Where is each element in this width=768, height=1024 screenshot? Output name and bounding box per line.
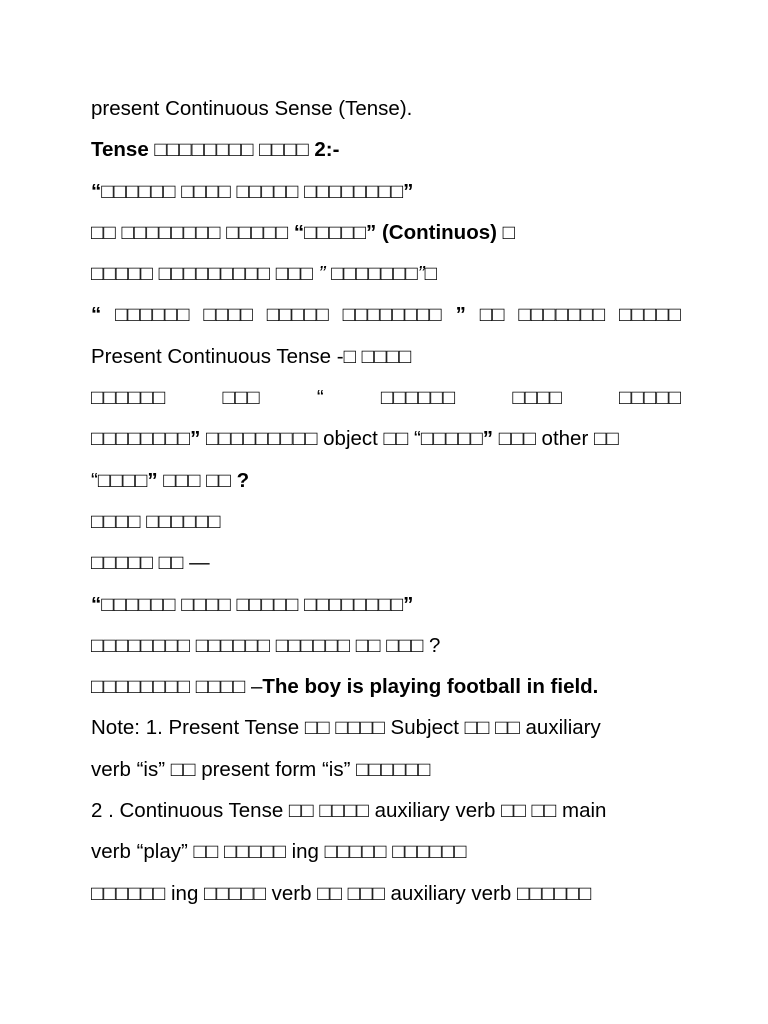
text-run: □□□□□□□□: [91, 427, 191, 451]
text-run: □□□□□□: [115, 303, 190, 327]
text-run: 2 . Continuous Tense □□ □□□□ auxiliary verb □□ □□ main: [91, 799, 607, 823]
text-run: ”: [403, 592, 414, 616]
text-run: ”: [455, 303, 466, 327]
text-run: □□□□□: [420, 427, 483, 451]
text-run: □□□□: [512, 386, 562, 410]
text-run: □□□□□: [266, 303, 329, 327]
text-line: [91, 418, 681, 459]
text-line: [91, 294, 681, 335]
text-run: □□□□□□□□□ object □□ “: [206, 427, 421, 451]
text-run: □□□□□ □□□□□□□□□ □□□ ” □□□□□□□”□: [91, 262, 437, 286]
text-run: □□□□: [203, 303, 253, 327]
text-run: “: [91, 303, 102, 327]
text-run: □□□□□: [619, 303, 681, 327]
text-line: [91, 790, 681, 831]
text-run: □□□□□□□□ □□□□: [154, 138, 315, 162]
text-line: [91, 666, 681, 707]
text-run: □□□□□: [619, 386, 681, 410]
text-run: □□ □□□□□□□□ □□□□□: [91, 220, 294, 244]
text-line: [91, 542, 681, 583]
text-run: □□□□□□□□ □□□□ –: [91, 675, 263, 699]
text-run: “: [293, 220, 305, 244]
text-line: [91, 460, 681, 501]
text-line: [91, 625, 681, 666]
text-run: ”: [403, 179, 414, 203]
text-line: [91, 129, 681, 170]
text-run: verb “play” □□ □□□□□ ing □□□□□ □□□□□□: [91, 840, 467, 864]
text-run: □□□□□□□□ □□□□□□ □□□□□□ □□ □□□ ?: [91, 633, 441, 657]
text-run: □□□□ □□□□□□: [91, 509, 221, 533]
text-line: [91, 749, 681, 790]
text-run: □□□□□□: [91, 386, 166, 410]
text-run: verb “is” □□ present form “is” □□□□□□: [91, 757, 431, 781]
text-line: [91, 253, 681, 294]
document-body: [91, 88, 681, 914]
text-run: The boy is playing football in field.: [262, 675, 599, 699]
text-run: Present Continuous Tense -□ □□□□: [91, 344, 412, 368]
text-run: ”: [482, 427, 499, 451]
text-line: [91, 707, 681, 748]
text-run: “: [91, 468, 98, 492]
text-run: □□□ other □□: [498, 427, 619, 451]
text-run: □□□□: [97, 468, 148, 492]
text-line: [91, 171, 681, 212]
text-run: □□□□□ □□ —: [91, 551, 210, 575]
text-run: □□□: [222, 386, 260, 410]
text-run: 2:-: [314, 138, 340, 162]
text-line: [91, 377, 681, 418]
text-run: present Continuous Sense (Tense).: [91, 97, 413, 120]
text-line: [91, 831, 681, 872]
text-line: [91, 88, 681, 129]
text-run: □□□□□□□: [518, 303, 606, 327]
text-run: □□□□□□ ing □□□□□ verb □□ □□□ auxiliary verb □□□□□□: [91, 881, 592, 905]
text-run: “: [91, 592, 102, 616]
text-run: Tense: [91, 138, 155, 162]
text-line: [91, 336, 681, 377]
text-run: □□□□□□□□: [342, 303, 442, 327]
text-run: □□□□□: [304, 220, 366, 244]
text-line: [91, 873, 681, 914]
text-run: ” □□□ □□ ?: [147, 468, 250, 492]
text-run: □□□□□□ □□□□ □□□□□ □□□□□□□□: [101, 179, 404, 203]
text-run: □□: [479, 303, 505, 327]
text-run: □□□□□□: [380, 386, 456, 410]
text-line: [91, 212, 681, 253]
text-line: [91, 501, 681, 542]
text-run: ”: [190, 427, 207, 451]
text-line: [91, 584, 681, 625]
text-run: Note: 1. Present Tense □□ □□□□ Subject □□ □□ auxiliary: [91, 716, 601, 740]
text-run: □: [502, 220, 516, 244]
text-run: “: [91, 179, 102, 203]
text-run: “: [316, 386, 324, 410]
text-run: □□□□□□ □□□□ □□□□□ □□□□□□□□: [101, 592, 404, 616]
text-run: ” (Continuos): [366, 220, 503, 244]
